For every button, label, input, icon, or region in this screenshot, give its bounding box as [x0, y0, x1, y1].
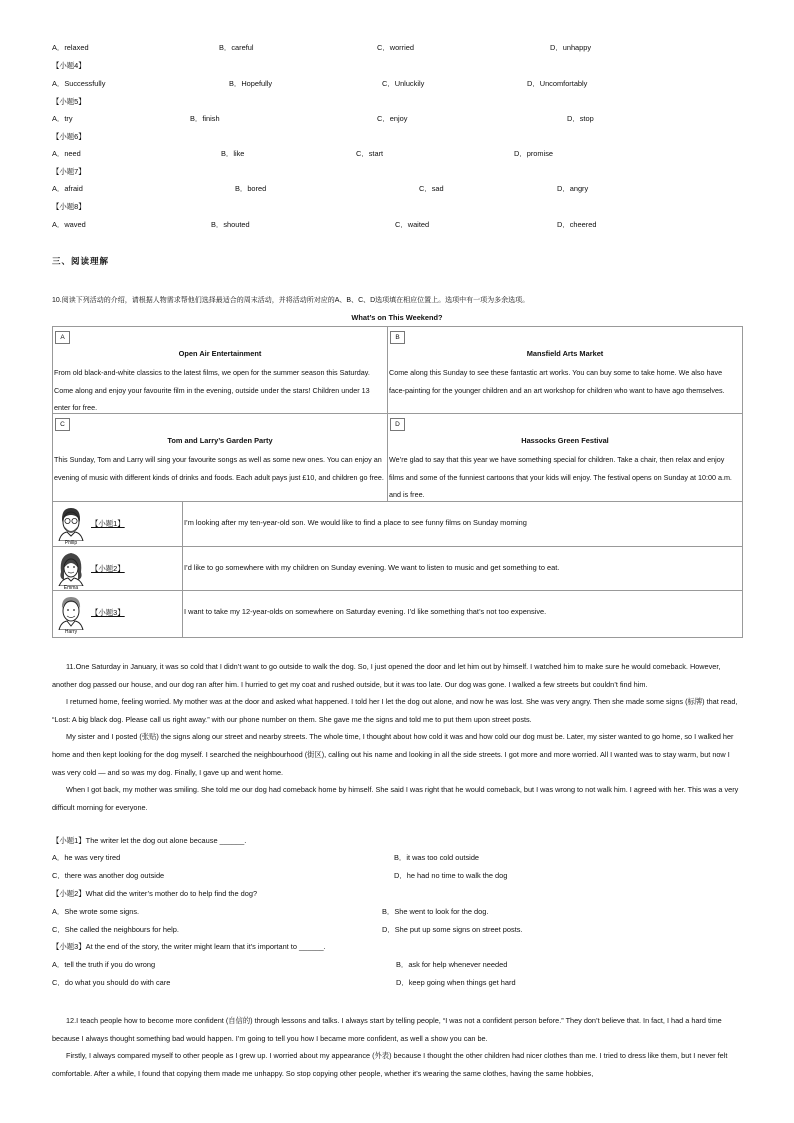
cell-letter: B [390, 331, 405, 344]
answer-option[interactable]: B．shouted [211, 220, 250, 229]
cell-title: Tom and Larry’s Garden Party [167, 436, 273, 445]
answer-option[interactable]: C．sad [419, 184, 444, 193]
answer-blank-2[interactable]: 【小题2】 [91, 564, 125, 573]
answer-option[interactable]: B．it was too cold outside [394, 853, 480, 862]
answer-option[interactable]: C．start [356, 149, 384, 158]
answer-option[interactable]: D．cheered [557, 220, 597, 229]
answer-option[interactable]: B．like [221, 149, 245, 158]
q10-instruction: 10.阅读下列活动的介绍，请根据人物需求帮他们选择最适合的周末活动，并将活动所对应的A、B、C、D选项填在相应位置上。选项中有一项为多余选项。 [52, 297, 530, 304]
answer-option[interactable]: D．he had no time to walk the dog [394, 871, 508, 880]
q11-passage [52, 658, 742, 816]
passage-paragraph: 11.One Saturday in January, it was so cold that I didn’t want to go outside to walk the dog. So, I just opened the door and let him out by himself. I watched him to make sure he would comeback. However, another dog passed our house, and our dog ran after him. I hurried to get my coat and rushed outside, but it was too late. Our dog was gone. I walked a few streets but couldn’t find him. [52, 662, 721, 689]
answer-option[interactable]: B．careful [219, 43, 254, 52]
passage-paragraph: When I got back, my mother was smiling. She told me our dog had comeback home by himself. She said I was right that he would comeback, but I was wrong to not walk him. I agreed with her. This was a very difficult morning for everyone. [52, 785, 739, 812]
cell-body: From old black-and-white classics to the latest films, we open for the summer season this Saturday. Come along and enjoy your favourite film in the evening, outside under the stars! Children under 13 enter for free. [54, 368, 370, 412]
passage-paragraph: Firstly, I always compared myself to other people as I grew up. I worried about my appearance (外表) because I thought the other children had nicer clothes than me. I tried to dress like them, but I never felt comfortable. After a while, I found that copying them made me unhappy. So stop copying other people, whether it’s wearing the same clothes, having the same hobbies, [52, 1051, 728, 1078]
sub-question-label: 【小题4】 [52, 61, 86, 70]
answer-option[interactable]: B．ask for help whenever needed [396, 960, 508, 969]
answer-option[interactable]: D．promise [514, 149, 554, 158]
question-stem: 【小题1】The writer let the dog out alone because ______. [52, 836, 247, 845]
person-name: Harry [64, 629, 78, 635]
sub-question-label: 【小题8】 [52, 202, 86, 211]
cell-title: Open Air Entertainment [178, 349, 262, 358]
activity-cell-b [388, 327, 742, 414]
answer-option[interactable]: D．stop [567, 114, 594, 123]
q12-passage [52, 1012, 742, 1082]
answer-option[interactable]: D．She put up some signs on street posts. [382, 925, 523, 934]
man-avatar-icon [56, 594, 86, 630]
option-row [0, 148, 794, 160]
answer-blank-3[interactable]: 【小题3】 [91, 608, 125, 617]
answer-option[interactable]: A．relaxed [52, 43, 89, 52]
person-need: I’m looking after my ten-year-old son. We would like to find a place to see funny films on Sunday morning [184, 518, 527, 527]
answer-option[interactable]: C．She called the neighbours for help. [52, 925, 179, 934]
activity-table [52, 326, 743, 502]
column-divider [182, 591, 183, 637]
person-row-philip [52, 502, 743, 547]
person-need: I want to take my 12-year-olds on somewhere on Saturday evening. I’d like something that’s not too expensive. [184, 607, 547, 616]
cell-letter: D [390, 418, 405, 431]
passage-paragraph: I returned home, feeling worried. My mother was at the door and asked what happened. I told her I let the dog out alone, and now he was lost. She was very angry. Then she made some signs (标牌) that read, “Lost: A big black dog. Please call us right away.” with our phone number on them. She gave me the signs and told me to put them upon street posts. [52, 697, 738, 724]
woman-avatar-icon [56, 550, 86, 586]
cell-body: Come along this Sunday to see these fantastic art works. You can buy some to take home. We also have face-painting for the younger children and an art workshop for children who want to have ago themselves. [389, 368, 725, 395]
option-row [0, 42, 794, 54]
answer-option[interactable]: A．afraid [52, 184, 83, 193]
cell-body: This Sunday, Tom and Larry will sing your favourite songs as well as some new ones. You can enjoy an evening of music with different kinds of drinks and foods. Each adult pays just £10, and children go free. [54, 455, 384, 482]
answer-option[interactable]: A．tell the truth if you do wrong [52, 960, 156, 969]
activity-cell-c [53, 414, 388, 501]
answer-option[interactable]: D．keep going when things get hard [396, 978, 516, 987]
person-row-emma [52, 547, 743, 591]
option-row [0, 78, 794, 90]
answer-option[interactable]: A．Successfully [52, 79, 106, 88]
person-need: I’d like to go somewhere with my children on Sunday evening. We want to listen to music and get something to eat. [184, 563, 560, 572]
answer-option[interactable]: A．he was very tired [52, 853, 121, 862]
option-row [0, 183, 794, 195]
cell-title: Mansfield Arts Market [526, 349, 604, 358]
person-name: Philip [64, 540, 78, 546]
cell-letter: C [55, 418, 70, 431]
cell-title: Hassocks Green Festival [521, 436, 609, 445]
question-stem: 【小题2】What did the writer’s mother do to help find the dog? [52, 889, 258, 898]
answer-option[interactable]: A．waved [52, 220, 86, 229]
answer-option[interactable]: B．She went to look for the dog. [382, 907, 489, 916]
man-glasses-avatar-icon [56, 505, 86, 541]
activity-cell-a [53, 327, 388, 414]
column-divider [182, 547, 183, 590]
answer-option[interactable]: A．She wrote some signs. [52, 907, 140, 916]
answer-option[interactable]: D．unhappy [550, 43, 592, 52]
answer-option[interactable]: B．Hopefully [229, 79, 273, 88]
answer-option[interactable]: C．there was another dog outside [52, 871, 165, 880]
answer-option[interactable]: C．do what you should do with care [52, 978, 171, 987]
person-name: Emma [63, 585, 79, 591]
answer-option[interactable]: A．try [52, 114, 73, 123]
activity-cell-d [388, 414, 742, 501]
sub-question-label: 【小题7】 [52, 167, 86, 176]
sub-question-label: 【小题6】 [52, 132, 86, 141]
answer-option[interactable]: C．enjoy [377, 114, 408, 123]
cell-letter: A [55, 331, 70, 344]
passage-paragraph: 12.I teach people how to become more confident (自信的) through lessons and talks. I always start by telling people, “I was not a confident person before.” They don’t believe that. In fact, I had a hard time because I always thought something bad would happen. I’m going to tell you how I became more confident, as well a show you can be. [52, 1016, 722, 1043]
answer-option[interactable]: C．worried [377, 43, 414, 52]
answer-option[interactable]: C．Unluckily [382, 79, 425, 88]
cell-body: We’re glad to say that this year we have something special for children. Take a chair, then relax and enjoy films and some of the funniest cartoons that your kids will enjoy. The festival opens on Sunday at 10:00 a.m. and is free. [389, 455, 732, 499]
question-stem: 【小题3】At the end of the story, the writer might learn that it’s important to ______. [52, 942, 326, 951]
answer-option[interactable]: D．angry [557, 184, 589, 193]
column-divider [182, 502, 183, 546]
sub-question-label: 【小题5】 [52, 97, 86, 106]
option-row [0, 113, 794, 125]
answer-option[interactable]: B．bored [235, 184, 267, 193]
person-row-harry [52, 591, 743, 638]
option-row [0, 219, 794, 231]
answer-option[interactable]: D．Uncomfortably [527, 79, 588, 88]
answer-option[interactable]: B．finish [190, 114, 220, 123]
answer-option[interactable]: C．waited [395, 220, 430, 229]
answer-blank-1[interactable]: 【小题1】 [91, 519, 125, 528]
table-title: What’s on This Weekend? [351, 313, 443, 322]
answer-option[interactable]: A．need [52, 149, 81, 158]
passage-paragraph: My sister and I posted (张贴) the signs along our street and nearby streets. The whole time, I thought about how cold it was and how cold our dog must be. Later, my sister wanted to go home, so I walked her home and then kept looking for the dog myself. I searched the neighbourhood (街区), calling out his name and looking in all the side streets. I got more and more worried. All I wanted was to stay warm, but now I was very cold — and so was my dog. Finally, I gave up and went home. [52, 732, 734, 777]
section-title: 三、阅读理解 [52, 256, 110, 266]
